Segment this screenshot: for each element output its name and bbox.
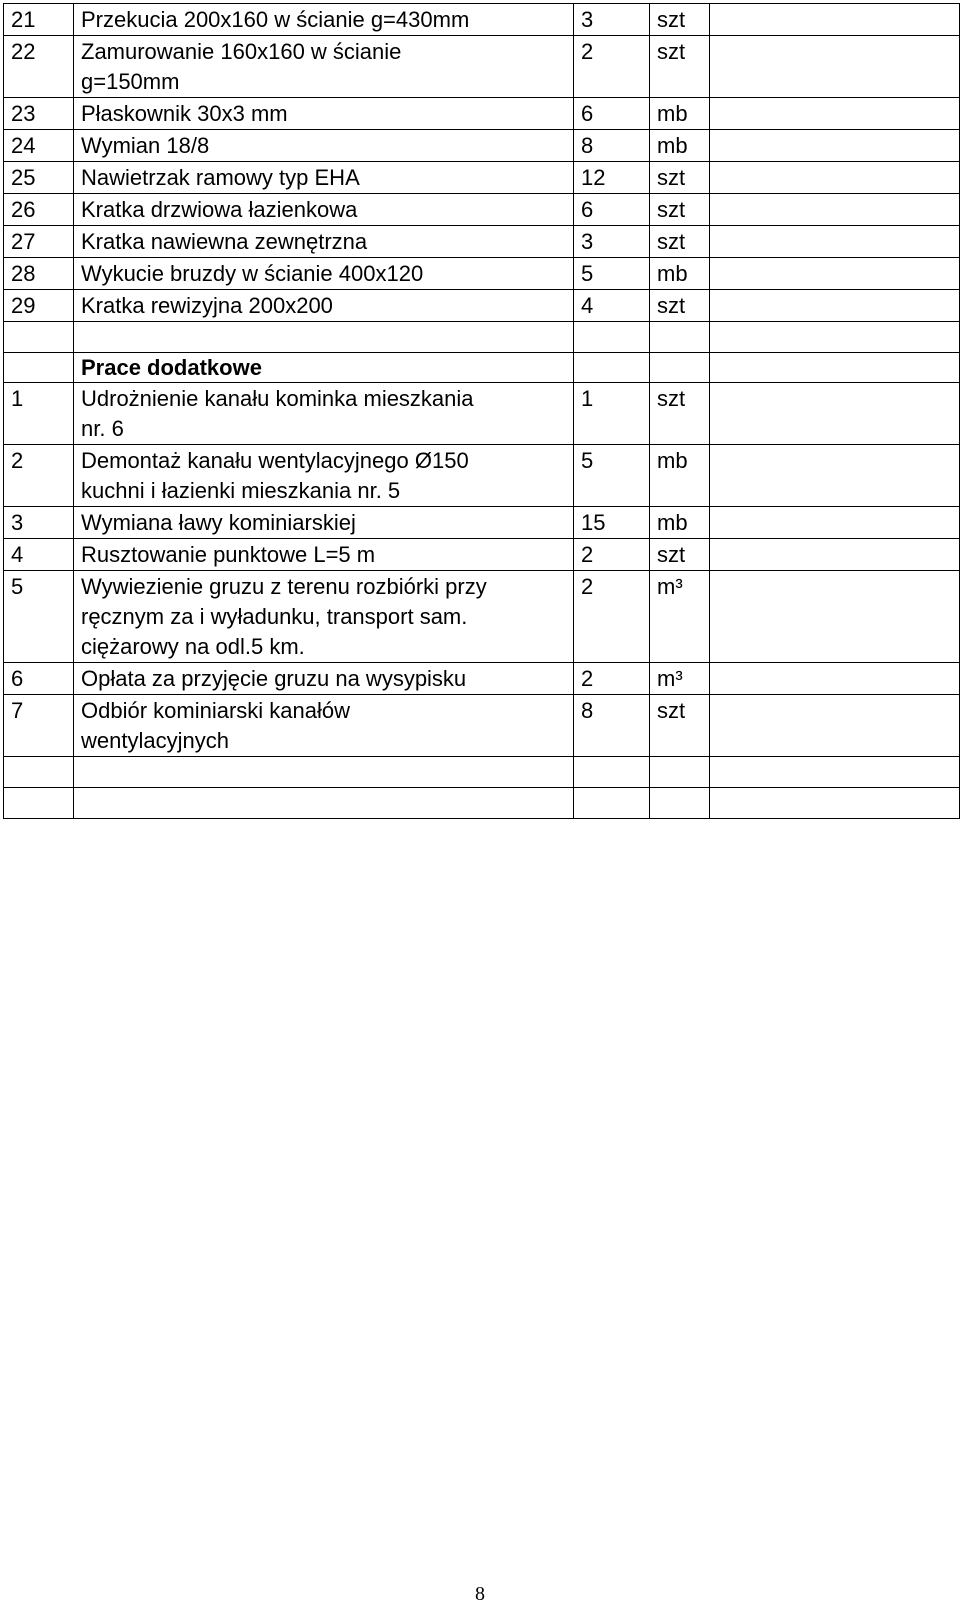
row-number: 7 [4,695,74,757]
table-row [4,507,960,539]
row-number: 24 [4,130,74,162]
row-unit: szt [650,4,710,36]
row-empty-cell [710,290,960,322]
row-number: 23 [4,98,74,130]
table-row [4,663,960,695]
row-number: 4 [4,539,74,571]
description-line: nr. 6 [81,416,124,441]
row-empty-cell [710,98,960,130]
row-unit: mb [650,130,710,162]
row-quantity: 5 [574,258,650,290]
table-row [4,258,960,290]
row-description [74,130,574,162]
empty-row [4,757,960,788]
row-unit: m³ [650,571,710,663]
page-number: 8 [475,1583,485,1605]
row-quantity: 15 [574,507,650,539]
description-line: kuchni i łazienki mieszkania nr. 5 [81,478,401,503]
row-description [74,663,574,695]
description-line: Rusztowanie punktowe L=5 m [81,542,376,567]
row-quantity: 6 [574,98,650,130]
description-line: Wymian 18/8 [81,133,210,158]
description-line: ciężarowy na odl.5 km. [81,634,305,659]
row-quantity: 6 [574,194,650,226]
table-row [4,98,960,130]
row-empty-cell [710,663,960,695]
row-description [74,4,574,36]
row-description [74,194,574,226]
row-empty-cell [710,258,960,290]
description-line: wentylacyjnych [81,728,229,753]
description-line: Kratka drzwiowa łazienkowa [81,197,358,222]
row-unit: mb [650,445,710,507]
description-line: g=150mm [81,69,180,94]
description-line: Udrożnienie kanału kominka mieszkania [81,386,474,411]
description-line: Nawietrzak ramowy typ EHA [81,165,360,190]
row-empty-cell [710,4,960,36]
row-number: 21 [4,4,74,36]
row-quantity: 1 [574,383,650,445]
table-row [4,539,960,571]
row-quantity: 4 [574,290,650,322]
specification-table [3,3,960,819]
table-row [4,383,960,445]
row-number: 3 [4,507,74,539]
table-row [4,290,960,322]
row-quantity: 3 [574,4,650,36]
row-description [74,226,574,258]
row-number: 1 [4,383,74,445]
row-description [74,36,574,98]
row-number: 6 [4,663,74,695]
description-line: Wykucie bruzdy w ścianie 400x120 [81,261,424,286]
row-unit: szt [650,539,710,571]
row-number: 29 [4,290,74,322]
description-line: Kratka nawiewna zewnętrzna [81,229,368,254]
row-unit: m³ [650,663,710,695]
row-description [74,383,574,445]
row-description [74,571,574,663]
description-line: ręcznym za i wyładunku, transport sam. [81,604,468,629]
row-description [74,162,574,194]
row-quantity: 5 [574,445,650,507]
row-quantity: 2 [574,36,650,98]
row-quantity: 8 [574,695,650,757]
row-number: 27 [4,226,74,258]
row-unit: szt [650,226,710,258]
row-description [74,290,574,322]
row-number: 2 [4,445,74,507]
row-unit: szt [650,383,710,445]
row-quantity: 2 [574,663,650,695]
row-empty-cell [710,226,960,258]
row-quantity: 12 [574,162,650,194]
row-description [74,695,574,757]
row-unit: szt [650,695,710,757]
description-line: Wywiezienie gruzu z terenu rozbiórki przy [81,574,487,599]
row-number: 28 [4,258,74,290]
description-line: Przekucia 200x160 w ścianie g=430mm [81,7,470,32]
row-unit: szt [650,36,710,98]
row-empty-cell [710,539,960,571]
description-line: Zamurowanie 160x160 w ścianie [81,39,402,64]
row-empty-cell [710,383,960,445]
empty-row [4,788,960,819]
description-line: Kratka rewizyjna 200x200 [81,293,333,318]
row-unit: mb [650,98,710,130]
table-row [4,4,960,36]
description-line: Odbiór kominiarski kanałów [81,698,350,723]
row-unit: mb [650,258,710,290]
row-unit: szt [650,162,710,194]
row-unit: szt [650,194,710,226]
description-line: Płaskownik 30x3 mm [81,101,288,126]
row-empty-cell [710,445,960,507]
row-empty-cell [710,571,960,663]
row-empty-cell [710,36,960,98]
row-description [74,539,574,571]
row-quantity: 8 [574,130,650,162]
description-line: Opłata za przyjęcie gruzu na wysypisku [81,666,467,691]
empty-row [4,322,960,353]
row-number: 26 [4,194,74,226]
row-empty-cell [710,507,960,539]
table-row [4,162,960,194]
description-line: Wymiana ławy kominiarskiej [81,510,356,535]
section-title: Prace dodatkowe [81,355,262,380]
row-number: 25 [4,162,74,194]
table-row [4,36,960,98]
row-description [74,98,574,130]
section-header-row [4,353,960,383]
row-unit: szt [650,290,710,322]
table-row [4,571,960,663]
row-description [74,445,574,507]
row-empty-cell [710,130,960,162]
row-description [74,507,574,539]
table-row [4,226,960,258]
row-unit: mb [650,507,710,539]
table-row [4,130,960,162]
table-row [4,194,960,226]
table-row [4,445,960,507]
description-line: Demontaż kanału wentylacyjnego Ø150 [81,448,469,473]
row-empty-cell [710,194,960,226]
row-empty-cell [710,695,960,757]
row-quantity: 2 [574,571,650,663]
row-empty-cell [710,162,960,194]
table-row [4,695,960,757]
row-description [74,258,574,290]
row-quantity: 3 [574,226,650,258]
row-number: 5 [4,571,74,663]
row-number: 22 [4,36,74,98]
row-quantity: 2 [574,539,650,571]
